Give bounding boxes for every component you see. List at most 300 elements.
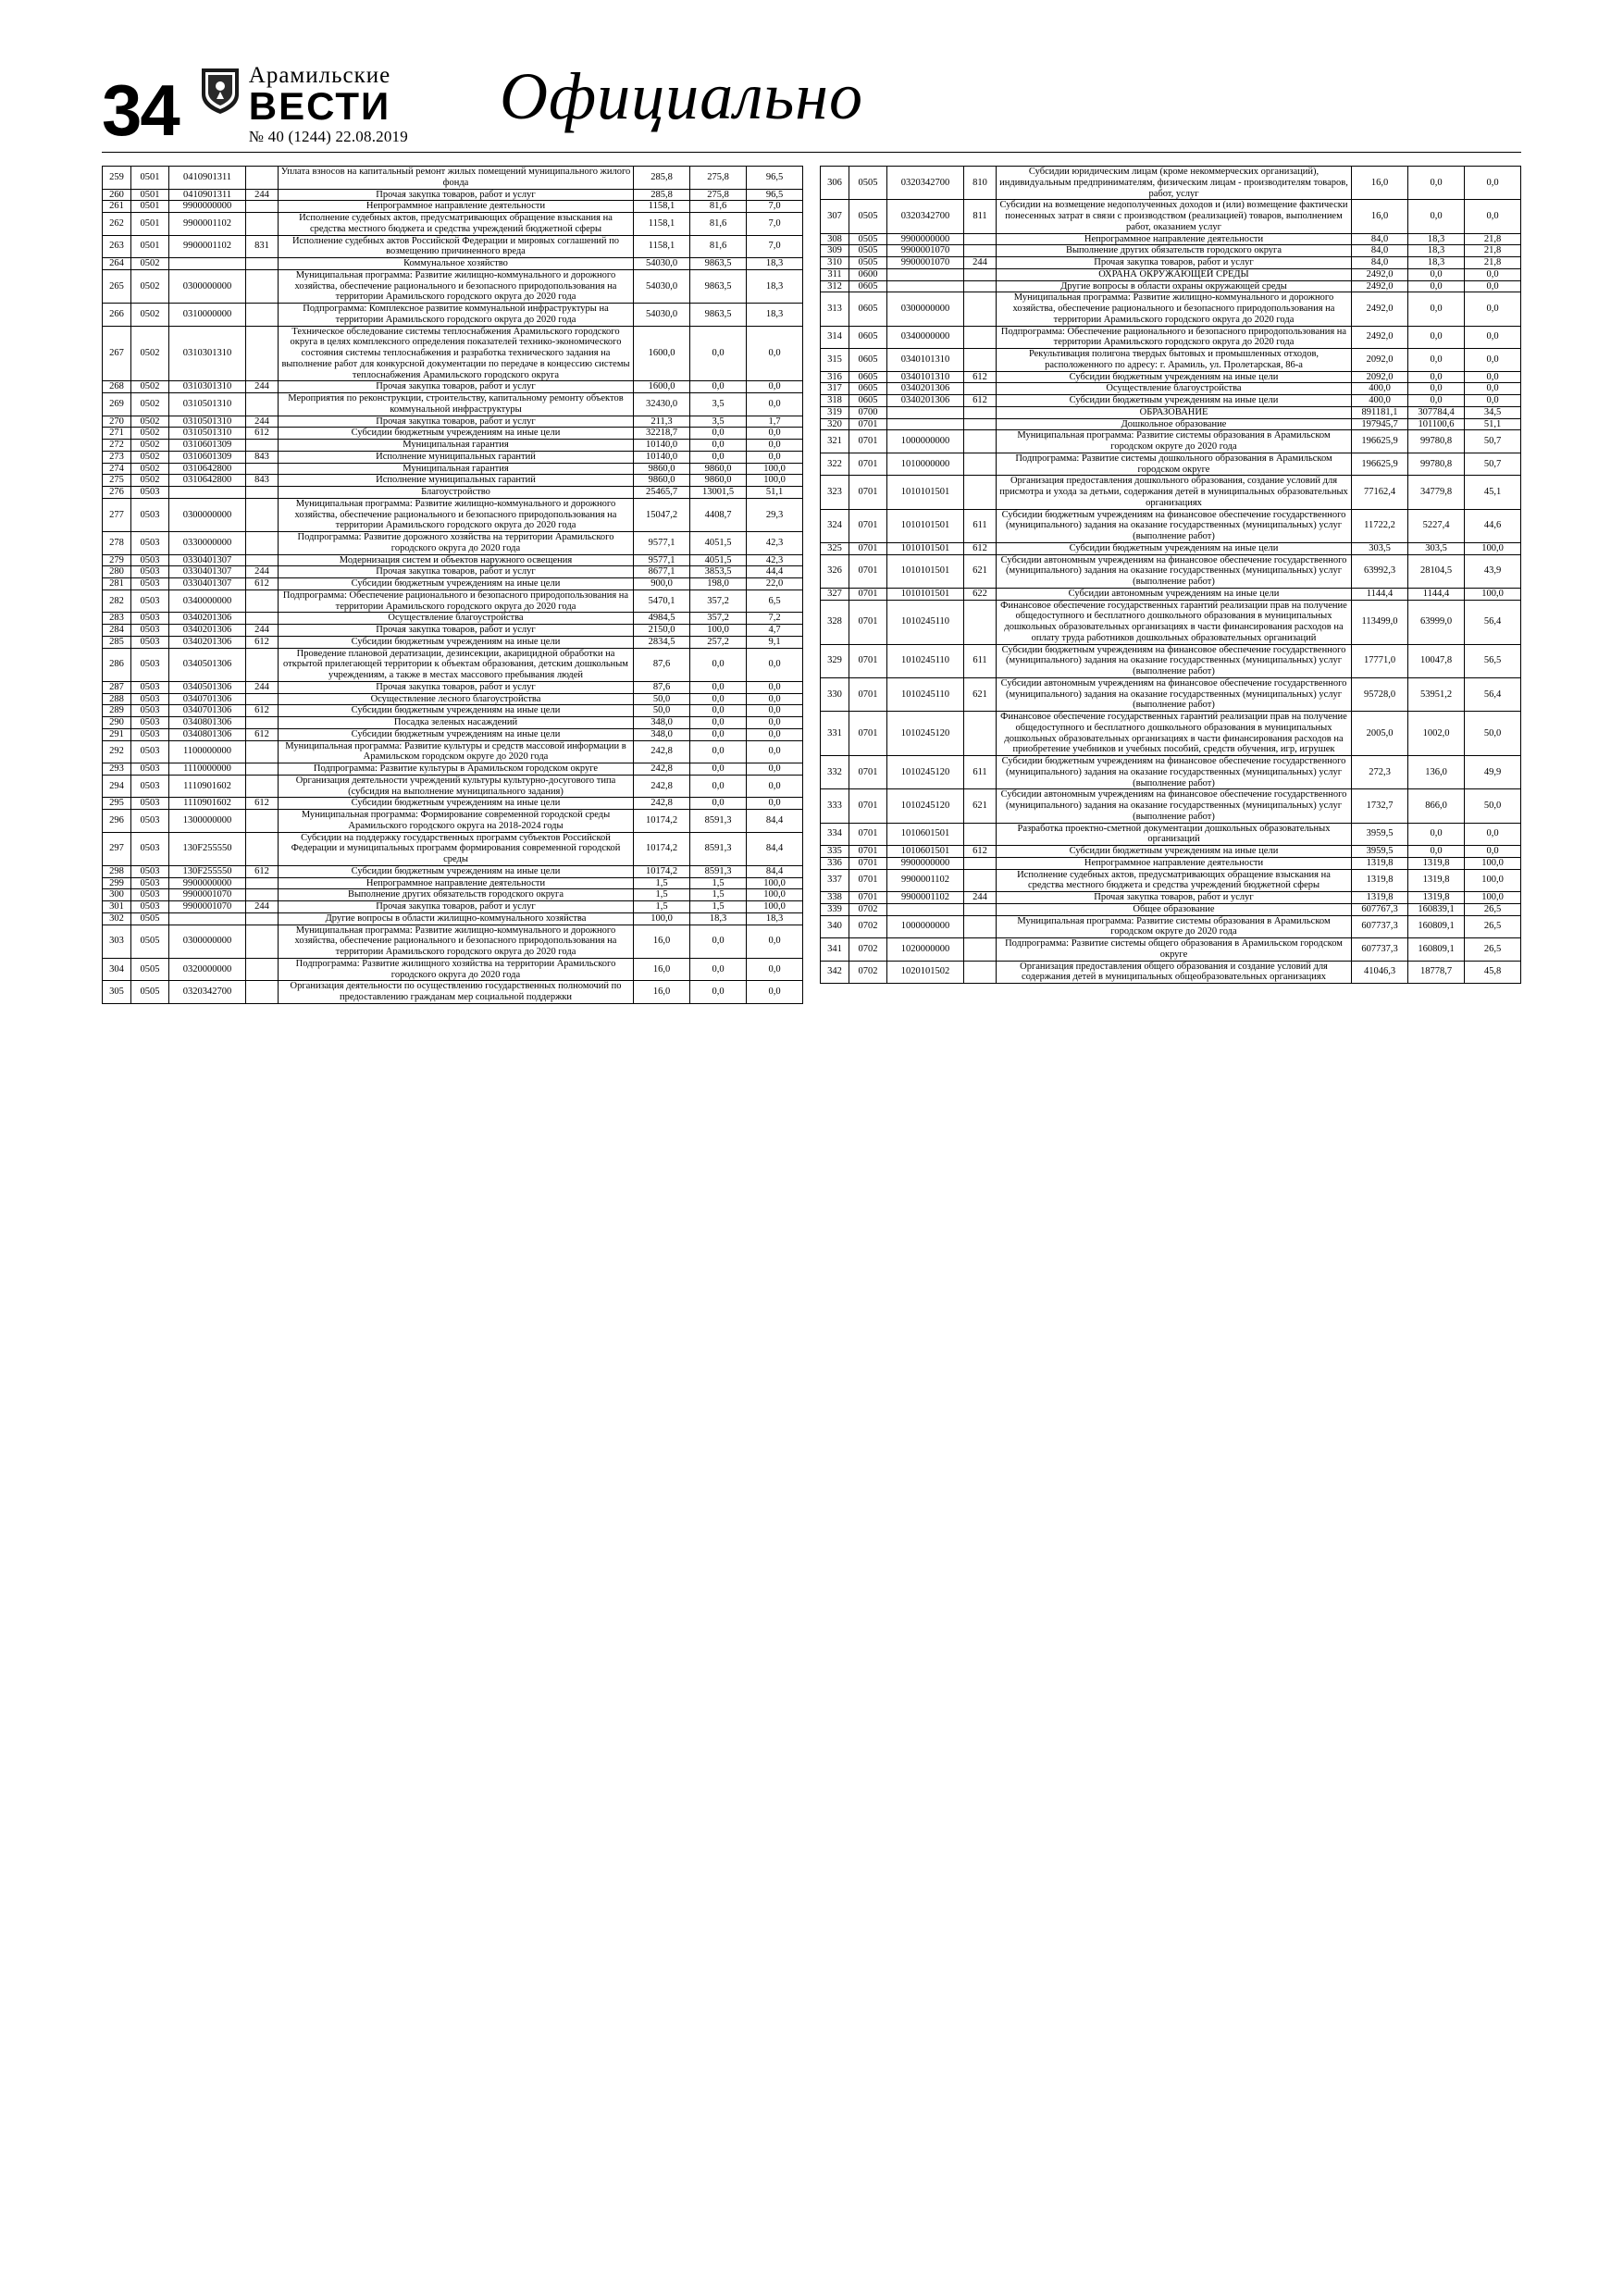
item-name: Субсидии на возмещение недополученных доходов и (или) возмещение фактически понесенных затрат в связи с производством (реализацией) товаров, выполнением работ, оказанием услуг (997, 200, 1352, 233)
plan-amount: 196625,9 (1352, 430, 1408, 453)
table-row (821, 903, 1521, 915)
target-code: 0310642800 (169, 475, 246, 487)
expense-type-code (246, 258, 279, 270)
section-code: 0701 (849, 542, 887, 554)
expense-type-code: 244 (964, 257, 997, 269)
section-code: 0503 (131, 889, 169, 901)
item-name: Субсидии бюджетным учреждениям на иные цели (279, 798, 634, 810)
fact-amount: 198,0 (690, 578, 747, 590)
target-code: 0300000000 (169, 498, 246, 531)
target-code: 1300000000 (169, 810, 246, 833)
table-row (103, 901, 803, 913)
table-row (821, 280, 1521, 292)
row-number: 330 (821, 677, 849, 711)
coat-of-arms-icon (199, 66, 242, 114)
row-number: 304 (103, 958, 131, 981)
plan-amount: 77162,4 (1352, 476, 1408, 509)
fact-amount: 18,3 (1408, 245, 1465, 257)
expense-type-code: 612 (246, 428, 279, 440)
row-number: 283 (103, 613, 131, 625)
plan-amount: 9860,0 (634, 463, 690, 475)
target-code: 0310301310 (169, 381, 246, 393)
expense-type-code (246, 912, 279, 925)
item-name: Осуществление лесного благоустройства (279, 693, 634, 705)
item-name: Муниципальная программа: Развитие жилищно-коммунального и дорожного хозяйства, обеспечение рационального и безопасного природопользования на территории Арамильского городского округа до 2020 года (279, 269, 634, 303)
fact-amount: 3853,5 (690, 566, 747, 578)
expense-type-code: 621 (964, 677, 997, 711)
item-name: Прочая закупка товаров, работ и услуг (279, 681, 634, 693)
section-code: 0605 (849, 383, 887, 395)
fact-amount: 0,0 (690, 681, 747, 693)
table-row (103, 487, 803, 499)
target-code (169, 487, 246, 499)
plan-amount: 16,0 (634, 925, 690, 958)
item-name: Субсидии бюджетным учреждениям на иные цели (279, 578, 634, 590)
row-number: 302 (103, 912, 131, 925)
percent-executed: 0,0 (1465, 268, 1521, 280)
percent-executed: 0,0 (747, 705, 803, 717)
plan-amount: 285,8 (634, 189, 690, 201)
item-name: Благоустройство (279, 487, 634, 499)
fact-amount: 1,5 (690, 889, 747, 901)
item-name: Подпрограмма: Развитие дорожного хозяйства на территории Арамильского городского округа до 2020 года (279, 532, 634, 555)
plan-amount: 1,5 (634, 901, 690, 913)
percent-executed: 0,0 (1465, 349, 1521, 372)
row-number: 295 (103, 798, 131, 810)
target-code: 0340201306 (887, 395, 964, 407)
row-number: 316 (821, 371, 849, 383)
fact-amount: 0,0 (1408, 292, 1465, 326)
expense-type-code: 244 (964, 892, 997, 904)
expense-type-code (964, 406, 997, 418)
fact-amount: 0,0 (690, 775, 747, 798)
expense-type-code (246, 213, 279, 236)
fact-amount: 3,5 (690, 393, 747, 416)
row-number: 301 (103, 901, 131, 913)
fact-amount: 0,0 (1408, 268, 1465, 280)
section-code: 0503 (131, 717, 169, 729)
expense-type-code (964, 476, 997, 509)
table-row (821, 542, 1521, 554)
row-number: 329 (821, 644, 849, 677)
row-number: 336 (821, 857, 849, 869)
section-code: 0701 (849, 677, 887, 711)
expense-type-code: 612 (246, 728, 279, 740)
item-name: Финансовое обеспечение государственных гарантий реализации прав на получение общедоступного и бесплатного дошкольного образования в муниципальных дошкольных образовательных организациях в части финансирования расходов на приобретение учебников и учебных пособий, средств обучения, игр, игрушек (997, 712, 1352, 756)
plan-amount: 54030,0 (634, 269, 690, 303)
fact-amount: 8591,3 (690, 810, 747, 833)
section-code: 0503 (131, 740, 169, 763)
section-code: 0502 (131, 416, 169, 428)
fact-amount: 0,0 (690, 728, 747, 740)
expense-type-code: 244 (246, 381, 279, 393)
percent-executed: 49,9 (1465, 756, 1521, 789)
percent-executed: 0,0 (747, 451, 803, 463)
fact-amount: 0,0 (690, 740, 747, 763)
table-row (821, 677, 1521, 711)
expense-type-code: 611 (964, 644, 997, 677)
expense-type-code (246, 889, 279, 901)
section-code: 0702 (849, 903, 887, 915)
percent-executed: 44,4 (747, 566, 803, 578)
expense-type-code (246, 393, 279, 416)
percent-executed: 21,8 (1465, 233, 1521, 245)
row-number: 281 (103, 578, 131, 590)
target-code: 0310501310 (169, 393, 246, 416)
item-name: Уплата взносов на капитальный ремонт жилых помещений муниципального жилого фонда (279, 167, 634, 190)
table-row (103, 798, 803, 810)
section-title: Официально (500, 59, 863, 133)
row-number: 291 (103, 728, 131, 740)
row-number: 335 (821, 846, 849, 858)
item-name: Посадка зеленых насаждений (279, 717, 634, 729)
row-number: 294 (103, 775, 131, 798)
table-row (103, 463, 803, 475)
row-number: 290 (103, 717, 131, 729)
section-code: 0505 (849, 233, 887, 245)
plan-amount: 32218,7 (634, 428, 690, 440)
row-number: 296 (103, 810, 131, 833)
table-row (103, 740, 803, 763)
row-number: 275 (103, 475, 131, 487)
plan-amount: 11722,2 (1352, 509, 1408, 542)
percent-executed: 0,0 (747, 775, 803, 798)
percent-executed: 21,8 (1465, 245, 1521, 257)
row-number: 337 (821, 869, 849, 892)
section-code: 0700 (849, 406, 887, 418)
page-number: 34 (102, 69, 179, 151)
fact-amount: 0,0 (690, 763, 747, 776)
percent-executed: 0,0 (1465, 395, 1521, 407)
fact-amount: 1,5 (690, 877, 747, 889)
item-name: Муниципальная программа: Развитие системы образования в Арамильском городском округе до 2020 года (997, 430, 1352, 453)
section-code: 0505 (131, 912, 169, 925)
table-row (821, 395, 1521, 407)
expense-type-code: 612 (964, 846, 997, 858)
table-row (103, 775, 803, 798)
plan-amount: 3959,5 (1352, 846, 1408, 858)
table-row (103, 416, 803, 428)
percent-executed: 0,0 (747, 798, 803, 810)
fact-amount: 0,0 (1408, 395, 1465, 407)
expense-type-code (964, 383, 997, 395)
percent-executed: 0,0 (747, 981, 803, 1004)
percent-executed: 51,1 (747, 487, 803, 499)
row-number: 327 (821, 588, 849, 600)
section-code: 0505 (849, 200, 887, 233)
target-code: 0410901311 (169, 167, 246, 190)
row-number: 260 (103, 189, 131, 201)
expense-type-code (246, 717, 279, 729)
fact-amount: 0,0 (690, 440, 747, 452)
plan-amount: 25465,7 (634, 487, 690, 499)
plan-amount: 272,3 (1352, 756, 1408, 789)
percent-executed: 0,0 (747, 740, 803, 763)
expense-type-code: 612 (964, 395, 997, 407)
section-code: 0701 (849, 476, 887, 509)
row-number: 312 (821, 280, 849, 292)
target-code: 130F255550 (169, 832, 246, 865)
row-number: 274 (103, 463, 131, 475)
fact-amount: 307784,4 (1408, 406, 1465, 418)
row-number: 265 (103, 269, 131, 303)
row-number: 324 (821, 509, 849, 542)
item-name: Прочая закупка товаров, работ и услуг (279, 901, 634, 913)
plan-amount: 196625,9 (1352, 453, 1408, 476)
percent-executed: 9,1 (747, 636, 803, 648)
plan-amount: 16,0 (634, 981, 690, 1004)
target-code: 0340201306 (169, 625, 246, 637)
table-row (103, 832, 803, 865)
percent-executed: 42,3 (747, 554, 803, 566)
plan-amount: 1319,8 (1352, 892, 1408, 904)
target-code: 0320000000 (169, 958, 246, 981)
fact-amount: 160809,1 (1408, 938, 1465, 962)
item-name: Субсидии бюджетным учреждениям на финансовое обеспечение государственного (муниципального) задания на оказание государственных (муниципальных) услуг (выполнение работ) (997, 509, 1352, 542)
fact-amount: 0,0 (690, 925, 747, 958)
fact-amount: 9863,5 (690, 258, 747, 270)
fact-amount: 0,0 (1408, 823, 1465, 846)
fact-amount: 0,0 (690, 428, 747, 440)
row-number: 293 (103, 763, 131, 776)
section-code: 0502 (131, 475, 169, 487)
table-row (103, 636, 803, 648)
target-code: 0340701306 (169, 705, 246, 717)
row-number: 325 (821, 542, 849, 554)
section-code: 0605 (849, 292, 887, 326)
percent-executed: 96,5 (747, 189, 803, 201)
plan-amount: 9577,1 (634, 532, 690, 555)
row-number: 298 (103, 865, 131, 877)
expense-type-code (246, 554, 279, 566)
fact-amount: 0,0 (1408, 200, 1465, 233)
section-code: 0701 (849, 712, 887, 756)
row-number: 341 (821, 938, 849, 962)
item-name: Субсидии автономным учреждениям на финансовое обеспечение государственного (муниципального) задания на оказание государственных (муниципальных) услуг (выполнение работ) (997, 677, 1352, 711)
section-code: 0701 (849, 554, 887, 588)
section-code: 0502 (131, 304, 169, 327)
target-code: 0300000000 (169, 269, 246, 303)
percent-executed: 0,0 (747, 648, 803, 681)
budget-table-right (820, 166, 1521, 984)
target-code: 0320342700 (169, 981, 246, 1004)
target-code: 9900001102 (887, 892, 964, 904)
target-code: 9900000000 (887, 233, 964, 245)
plan-amount: 10174,2 (634, 810, 690, 833)
row-number: 289 (103, 705, 131, 717)
percent-executed: 34,5 (1465, 406, 1521, 418)
row-number: 303 (103, 925, 131, 958)
fact-amount: 0,0 (690, 693, 747, 705)
percent-executed: 26,5 (1465, 915, 1521, 938)
target-code: 0340201306 (887, 383, 964, 395)
target-code: 0310301310 (169, 326, 246, 381)
target-code: 0330401307 (169, 578, 246, 590)
fact-amount: 0,0 (690, 326, 747, 381)
expense-type-code (246, 740, 279, 763)
row-number: 286 (103, 648, 131, 681)
item-name: Организация предоставления дошкольного образования, создание условий для присмотра и ухода за детьми, содержания детей в муниципальных образовательных организациях (997, 476, 1352, 509)
section-code: 0502 (131, 269, 169, 303)
target-code: 0340201306 (169, 613, 246, 625)
table-row (103, 590, 803, 613)
table-row (821, 857, 1521, 869)
expense-type-code (964, 326, 997, 349)
expense-type-code (246, 613, 279, 625)
row-number: 334 (821, 823, 849, 846)
fact-amount: 0,0 (690, 798, 747, 810)
percent-executed: 56,5 (1465, 644, 1521, 677)
expense-type-code (964, 453, 997, 476)
expense-type-code (246, 463, 279, 475)
plan-amount: 2092,0 (1352, 349, 1408, 372)
fact-amount: 63999,0 (1408, 600, 1465, 644)
plan-amount: 400,0 (1352, 395, 1408, 407)
fact-amount: 160839,1 (1408, 903, 1465, 915)
fact-amount: 0,0 (1408, 280, 1465, 292)
expense-type-code (246, 925, 279, 958)
table-row (103, 865, 803, 877)
percent-executed: 45,1 (1465, 476, 1521, 509)
percent-executed: 29,3 (747, 498, 803, 531)
table-row (103, 958, 803, 981)
expense-type-code: 244 (246, 189, 279, 201)
target-code: 1100000000 (169, 740, 246, 763)
expense-type-code (246, 763, 279, 776)
expense-type-code (964, 600, 997, 644)
section-code: 0605 (849, 349, 887, 372)
plan-amount: 16,0 (634, 958, 690, 981)
expense-type-code: 612 (964, 371, 997, 383)
section-code: 0502 (131, 440, 169, 452)
item-name: Выполнение других обязательств городского округа (997, 245, 1352, 257)
target-code: 0320342700 (887, 200, 964, 233)
table-row (821, 869, 1521, 892)
fact-amount: 10047,8 (1408, 644, 1465, 677)
expense-type-code (246, 201, 279, 213)
item-name: Муниципальная программа: Развитие жилищно-коммунального и дорожного хозяйства, обеспечение рационального и безопасного природопользования на территории Арамильского городского округа до 2020 года (279, 498, 634, 531)
plan-amount: 2492,0 (1352, 280, 1408, 292)
table-row (821, 476, 1521, 509)
target-code: 1010245110 (887, 644, 964, 677)
percent-executed: 7,2 (747, 613, 803, 625)
item-name: Исполнение муниципальных гарантий (279, 451, 634, 463)
target-code: 0340000000 (169, 590, 246, 613)
section-code: 0503 (131, 554, 169, 566)
fact-amount: 1002,0 (1408, 712, 1465, 756)
percent-executed: 26,5 (1465, 938, 1521, 962)
item-name: Исполнение муниципальных гарантий (279, 475, 634, 487)
row-number: 308 (821, 233, 849, 245)
percent-executed: 84,4 (747, 810, 803, 833)
section-code: 0503 (131, 775, 169, 798)
item-name: Субсидии бюджетным учреждениям на иные цели (279, 705, 634, 717)
expense-type-code (964, 903, 997, 915)
item-name: Субсидии бюджетным учреждениям на иные цели (997, 395, 1352, 407)
target-code: 1010245120 (887, 712, 964, 756)
row-number: 326 (821, 554, 849, 588)
target-code (887, 280, 964, 292)
section-code: 0503 (131, 578, 169, 590)
item-name: Подпрограмма: Обеспечение рационального и безопасного природопользования на территории Арамильского городского округа до 2020 года (279, 590, 634, 613)
plan-amount: 1319,8 (1352, 857, 1408, 869)
logo-top-word: Арамильские (248, 63, 391, 88)
plan-amount: 50,0 (634, 693, 690, 705)
item-name: Коммунальное хозяйство (279, 258, 634, 270)
fact-amount: 0,0 (1408, 167, 1465, 200)
percent-executed: 0,0 (747, 681, 803, 693)
row-number: 320 (821, 418, 849, 430)
row-number: 319 (821, 406, 849, 418)
target-code: 0410901311 (169, 189, 246, 201)
section-code: 0502 (131, 451, 169, 463)
plan-amount: 2150,0 (634, 625, 690, 637)
target-code: 1110901602 (169, 775, 246, 798)
target-code: 0310501310 (169, 428, 246, 440)
plan-amount: 1600,0 (634, 326, 690, 381)
row-number: 270 (103, 416, 131, 428)
table-row (103, 648, 803, 681)
row-number: 340 (821, 915, 849, 938)
fact-amount: 0,0 (690, 451, 747, 463)
fact-amount: 53951,2 (1408, 677, 1465, 711)
expense-type-code: 622 (964, 588, 997, 600)
table-row (821, 600, 1521, 644)
fact-amount: 99780,8 (1408, 430, 1465, 453)
section-code: 0701 (849, 857, 887, 869)
item-name: Непрограммное направление деятельности (279, 877, 634, 889)
percent-executed: 0,0 (1465, 167, 1521, 200)
percent-executed: 0,0 (1465, 823, 1521, 846)
fact-amount: 0,0 (1408, 349, 1465, 372)
section-code: 0701 (849, 869, 887, 892)
plan-amount: 84,0 (1352, 257, 1408, 269)
section-code: 0701 (849, 756, 887, 789)
table-row (821, 257, 1521, 269)
row-number: 300 (103, 889, 131, 901)
table-row (821, 418, 1521, 430)
plan-amount: 2492,0 (1352, 292, 1408, 326)
percent-executed: 100,0 (1465, 857, 1521, 869)
percent-executed: 22,0 (747, 578, 803, 590)
section-code: 0503 (131, 532, 169, 555)
table-row (103, 889, 803, 901)
target-code: 0310501310 (169, 416, 246, 428)
table-row (821, 938, 1521, 962)
percent-executed: 50,0 (1465, 789, 1521, 823)
item-name: Муниципальная программа: Развитие жилищно-коммунального и дорожного хозяйства, обеспечение рационального и безопасного природопользования на территории Арамильского городского округа до 2020 года (997, 292, 1352, 326)
item-name: Прочая закупка товаров, работ и услуг (279, 566, 634, 578)
percent-executed: 100,0 (1465, 542, 1521, 554)
table-row (103, 681, 803, 693)
row-number: 277 (103, 498, 131, 531)
row-number: 284 (103, 625, 131, 637)
section-code: 0503 (131, 625, 169, 637)
fact-amount: 0,0 (690, 381, 747, 393)
percent-executed: 6,5 (747, 590, 803, 613)
target-code: 1010245110 (887, 600, 964, 644)
plan-amount: 4984,5 (634, 613, 690, 625)
item-name: Субсидии бюджетным учреждениям на финансовое обеспечение государственного (муниципального) задания на оказание государственных (муниципальных) услуг (выполнение работ) (997, 644, 1352, 677)
section-code: 0503 (131, 728, 169, 740)
row-number: 282 (103, 590, 131, 613)
percent-executed: 0,0 (747, 393, 803, 416)
table-row (103, 475, 803, 487)
target-code: 9900001070 (169, 889, 246, 901)
target-code: 0340101310 (887, 349, 964, 372)
plan-amount: 400,0 (1352, 383, 1408, 395)
expense-type-code (964, 268, 997, 280)
